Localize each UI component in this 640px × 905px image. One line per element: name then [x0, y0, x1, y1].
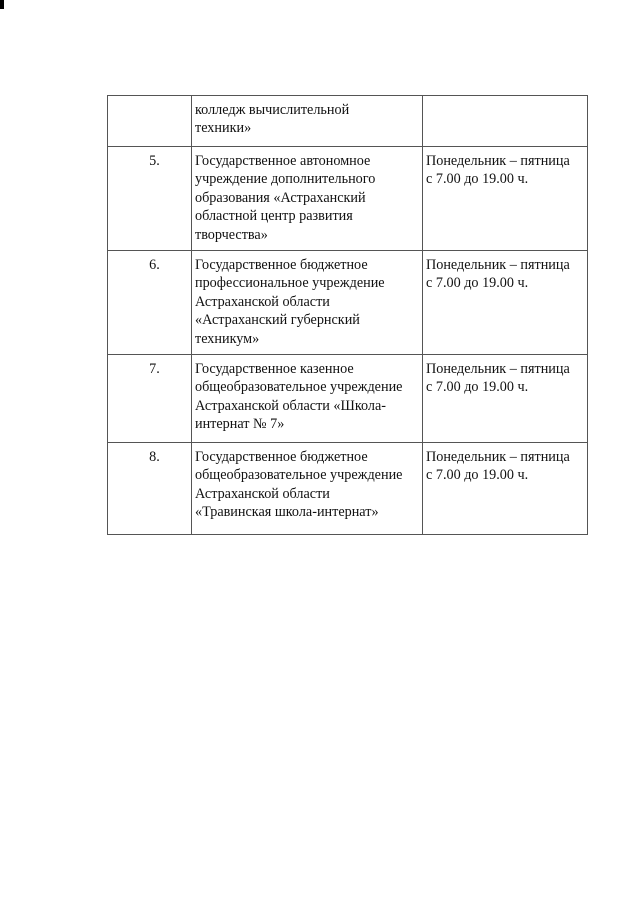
working-hours: Понедельник – пятница с 7.00 до 19.00 ч. — [426, 449, 570, 484]
table-row — [108, 251, 588, 355]
row-number-cell — [108, 443, 192, 535]
hours-cell — [423, 147, 588, 251]
table-row — [108, 443, 588, 535]
row-number-cell — [108, 96, 192, 147]
row-number: 6. — [149, 257, 160, 273]
organization-cell — [192, 251, 423, 355]
row-number-cell — [108, 251, 192, 355]
row-number-cell — [108, 355, 192, 443]
organization-cell — [192, 443, 423, 535]
organization-name: Государственное автономное учреждение дополнительного образования «Астраханский областной центр развития творчества» — [195, 153, 376, 243]
hours-cell — [423, 96, 588, 147]
table-row — [108, 147, 588, 251]
hours-cell — [423, 355, 588, 443]
organization-name: Государственное бюджетное профессиональное учреждение Астраханской области «Астраханский губернский техникум» — [195, 257, 385, 347]
schedule-table-wrapper — [107, 95, 587, 535]
row-number: 8. — [149, 449, 160, 465]
working-hours: Понедельник – пятница с 7.00 до 19.00 ч. — [426, 361, 570, 396]
organization-cell — [192, 355, 423, 443]
row-number-cell — [108, 147, 192, 251]
row-number: 5. — [149, 153, 160, 169]
organization-cell — [192, 147, 423, 251]
table-row — [108, 355, 588, 443]
working-hours: Понедельник – пятница с 7.00 до 19.00 ч. — [426, 257, 570, 292]
scan-corner-mark — [0, 0, 4, 9]
row-number: 7. — [149, 361, 160, 377]
table-row — [108, 96, 588, 147]
organization-name: Государственное казенное общеобразовательное учреждение Астраханской области «Школа- интернат № 7» — [195, 361, 403, 433]
hours-cell — [423, 443, 588, 535]
organization-cell — [192, 96, 423, 147]
hours-cell — [423, 251, 588, 355]
schedule-table — [107, 95, 588, 535]
working-hours: Понедельник – пятница с 7.00 до 19.00 ч. — [426, 153, 570, 188]
organization-name: колледж вычислительной техники» — [195, 102, 350, 137]
organization-name: Государственное бюджетное общеобразовательное учреждение Астраханской области «Травинская школа-интернат» — [195, 449, 403, 521]
